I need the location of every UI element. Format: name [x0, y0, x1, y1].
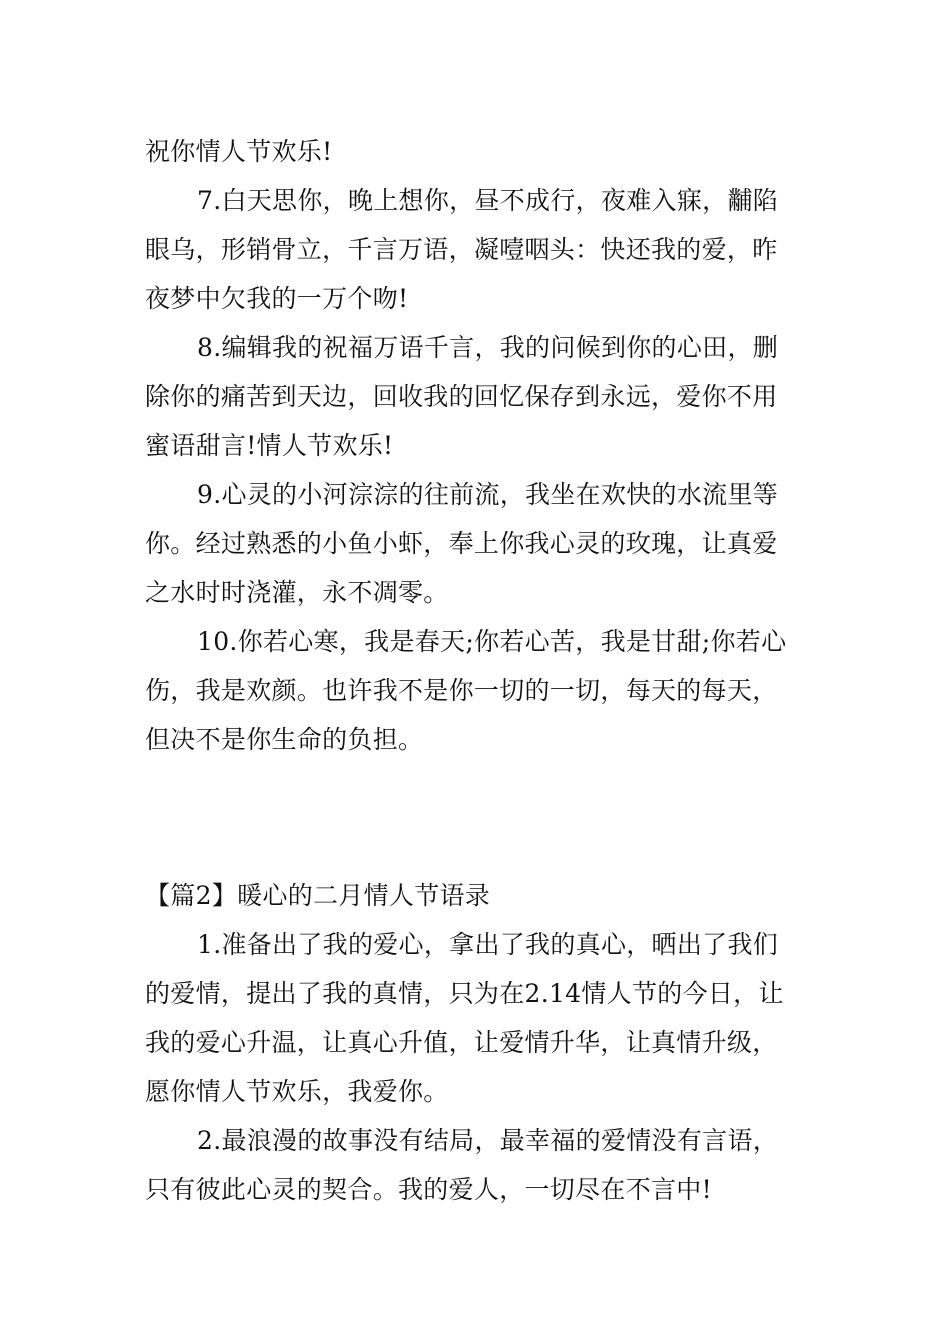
text-line: 之水时时浇灌，永不凋零。 [145, 578, 449, 607]
text-line: 1.准备出了我的爱心，拿出了我的真心，晒出了我们 [197, 930, 779, 959]
text-line: 我的爱心升温，让真心升值，让爱情升华，让真情升级， [145, 1028, 778, 1057]
text-line: 蜜语甜言!情人节欢乐! [145, 431, 394, 460]
section-1-body [145, 127, 810, 764]
text-line: 7.白天思你，晚上想你，昼不成行，夜难入寐，黼陷 [197, 186, 779, 215]
text-line: 只有彼此心灵的契合。我的爱人，一切尽在不言中! [145, 1175, 712, 1204]
section-2-body [145, 871, 810, 1214]
section-heading-text: 【篇2】暖心的二月情人节语录 [145, 881, 491, 910]
text-line: 2.最浪漫的故事没有结局，最幸福的爱情没有言语， [197, 1126, 779, 1155]
paragraph-8 [145, 323, 810, 470]
paragraph-2 [145, 1116, 810, 1214]
text-line: 伤，我是欢颜。也许我不是你一切的一切，每天的每天， [145, 676, 778, 705]
paragraph-10 [145, 617, 810, 764]
text-line: 10.你若心寒，我是春天;你若心苦，我是甘甜;你若心 [197, 627, 787, 656]
text-line: 8.编辑我的祝福万语千言，我的问候到你的心田，删 [197, 333, 779, 362]
text-line: 祝你情人节欢乐! [145, 137, 333, 166]
text-line: 眼乌，形销骨立，千言万语，凝噎咽头：快还我的爱，昨 [145, 235, 778, 264]
text-line: 的爱情，提出了我的真情，只为在2.14情人节的今日，让 [145, 979, 784, 1008]
text-line: 9.心灵的小河淙淙的往前流，我坐在欢快的水流里等 [197, 480, 779, 509]
paragraph-1 [145, 920, 810, 1116]
text-line: 夜梦中欠我的一万个吻! [145, 284, 409, 313]
section-heading [145, 871, 810, 920]
text-line: 愿你情人节欢乐，我爱你。 [145, 1077, 449, 1106]
paragraph-6-tail [145, 127, 810, 176]
paragraph-7 [145, 176, 810, 323]
paragraph-9 [145, 470, 810, 617]
text-line: 但决不是你生命的负担。 [145, 725, 424, 754]
text-line: 除你的痛苦到天边，回收我的回忆保存到永远，爱你不用 [145, 382, 778, 411]
text-line: 你。经过熟悉的小鱼小虾，奉上你我心灵的玫瑰，让真爱 [145, 529, 778, 558]
